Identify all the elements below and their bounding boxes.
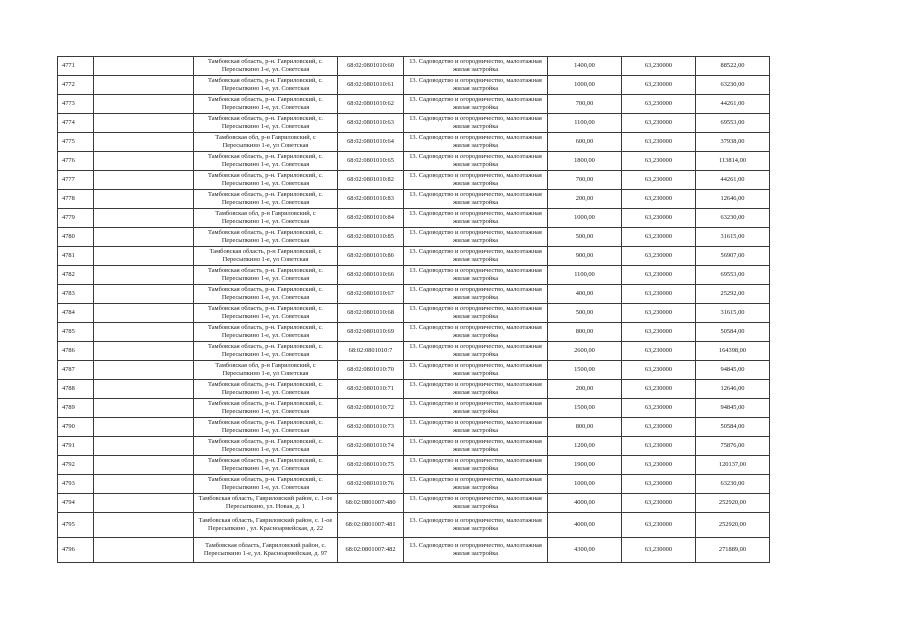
land-use-cell: 13. Садоводство и огородничество, малоэтажная жилая застройка	[404, 266, 548, 285]
address-cell: Тамбовская область, р-н Гавриловский, с Пересыпкино 1-е, ул Советская	[194, 247, 338, 266]
rate-cell: 63,230000	[622, 114, 696, 133]
cadastral-value-cell: 25292,00	[696, 285, 770, 304]
empty-cell	[94, 494, 194, 513]
land-use-cell: 13. Садоводство и огородничество, малоэтажная жилая застройка	[404, 475, 548, 494]
area-cell: 800,00	[548, 323, 622, 342]
land-use-cell: 13. Садоводство и огородничество, малоэтажная жилая застройка	[404, 418, 548, 437]
cadastral-value-cell: 50584,00	[696, 323, 770, 342]
rate-cell: 63,230000	[622, 437, 696, 456]
address-cell: Тамбовская область, р-н. Гавриловский, с. Пересыпкино 1-е, ул. Советская	[194, 342, 338, 361]
cadastral-number-cell: 68:02:0801010:74	[338, 437, 404, 456]
cadastral-value-cell: 37938,00	[696, 133, 770, 152]
address-cell: Тамбовская область, р-н. Гавриловский, с. Пересыпкино 1-е, ул. Советская	[194, 114, 338, 133]
row-number-cell: 4782	[58, 266, 94, 285]
empty-cell	[94, 456, 194, 475]
empty-cell	[94, 513, 194, 538]
cadastral-value-cell: 94845,00	[696, 399, 770, 418]
table-row	[58, 285, 770, 304]
rate-cell: 63,230000	[622, 190, 696, 209]
address-cell: Тамбовская область, р-н. Гавриловский, с. Пересыпкино 1-е, ул. Советская	[194, 190, 338, 209]
cadastral-number-cell: 68:02:0801007:482	[338, 538, 404, 563]
row-number-cell: 4788	[58, 380, 94, 399]
cadastral-value-cell: 44261,00	[696, 95, 770, 114]
table-row	[58, 418, 770, 437]
address-cell: Тамбовская область, р-н. Гавриловский, с. Пересыпкино 1-е, ул. Советская	[194, 228, 338, 247]
rate-cell: 63,230000	[622, 456, 696, 475]
land-use-cell: 13. Садоводство и огородничество, малоэтажная жилая застройка	[404, 399, 548, 418]
empty-cell	[94, 266, 194, 285]
row-number-cell: 4791	[58, 437, 94, 456]
address-cell: Тамбовская область, р-н. Гавриловский, с. Пересыпкино 1-е, ул. Советская	[194, 171, 338, 190]
area-cell: 400,00	[548, 285, 622, 304]
table-row	[58, 304, 770, 323]
table-row	[58, 190, 770, 209]
table-row	[58, 456, 770, 475]
row-number-cell: 4771	[58, 57, 94, 76]
land-use-cell: 13. Садоводство и огородничество, малоэтажная жилая застройка	[404, 513, 548, 538]
empty-cell	[94, 171, 194, 190]
empty-cell	[94, 437, 194, 456]
row-number-cell: 4786	[58, 342, 94, 361]
rate-cell: 63,230000	[622, 95, 696, 114]
land-use-cell: 13. Садоводство и огородничество, малоэтажная жилая застройка	[404, 342, 548, 361]
area-cell: 1800,00	[548, 152, 622, 171]
empty-cell	[94, 95, 194, 114]
table-row	[58, 475, 770, 494]
area-cell: 200,00	[548, 190, 622, 209]
rate-cell: 63,230000	[622, 209, 696, 228]
cadastral-number-cell: 68:02:0801010:70	[338, 361, 404, 380]
rate-cell: 63,230000	[622, 57, 696, 76]
area-cell: 4300,00	[548, 538, 622, 563]
table-row	[58, 171, 770, 190]
empty-cell	[94, 418, 194, 437]
address-cell: Тамбовская область, р-н. Гавриловский, с. Пересыпкино 1-е, ул. Советская	[194, 399, 338, 418]
row-number-cell: 4785	[58, 323, 94, 342]
area-cell: 500,00	[548, 228, 622, 247]
row-number-cell: 4775	[58, 133, 94, 152]
area-cell: 1100,00	[548, 266, 622, 285]
rate-cell: 63,230000	[622, 266, 696, 285]
table-row	[58, 437, 770, 456]
address-cell: Тамбовская обл, р-н Гавриловский, с Пересыпкино 1-е, ул Советская	[194, 133, 338, 152]
land-use-cell: 13. Садоводство и огородничество, малоэтажная жилая застройка	[404, 95, 548, 114]
empty-cell	[94, 285, 194, 304]
empty-cell	[94, 323, 194, 342]
table-row	[58, 247, 770, 266]
cadastral-number-cell: 68:02:0801010:69	[338, 323, 404, 342]
rate-cell: 63,230000	[622, 494, 696, 513]
rate-cell: 63,230000	[622, 247, 696, 266]
row-number-cell: 4789	[58, 399, 94, 418]
cadastral-number-cell: 68:02:0801010:83	[338, 190, 404, 209]
row-number-cell: 4777	[58, 171, 94, 190]
rate-cell: 63,230000	[622, 171, 696, 190]
table-row	[58, 513, 770, 538]
cadastral-value-cell: 56907,00	[696, 247, 770, 266]
cadastral-number-cell: 68:02:0801010:63	[338, 114, 404, 133]
cadastral-number-cell: 68:02:0801010:65	[338, 152, 404, 171]
row-number-cell: 4781	[58, 247, 94, 266]
cadastral-number-cell: 68:02:0801010:67	[338, 285, 404, 304]
rate-cell: 63,230000	[622, 538, 696, 563]
area-cell: 4000,00	[548, 513, 622, 538]
row-number-cell: 4787	[58, 361, 94, 380]
area-cell: 1000,00	[548, 76, 622, 95]
table-row	[58, 76, 770, 95]
address-cell: Тамбовская область, р-н. Гавриловский, с. Пересыпкино 1-е, ул. Советская	[194, 95, 338, 114]
land-use-cell: 13. Садоводство и огородничество, малоэтажная жилая застройка	[404, 538, 548, 563]
table-row	[58, 228, 770, 247]
rate-cell: 63,230000	[622, 323, 696, 342]
empty-cell	[94, 304, 194, 323]
land-use-cell: 13. Садоводство и огородничество, малоэтажная жилая застройка	[404, 57, 548, 76]
cadastral-value-cell: 69553,00	[696, 266, 770, 285]
area-cell: 1900,00	[548, 456, 622, 475]
land-use-cell: 13. Садоводство и огородничество, малоэтажная жилая застройка	[404, 114, 548, 133]
row-number-cell: 4793	[58, 475, 94, 494]
document-page	[57, 56, 769, 563]
cadastral-value-cell: 252920,00	[696, 494, 770, 513]
area-cell: 1400,00	[548, 57, 622, 76]
row-number-cell: 4779	[58, 209, 94, 228]
land-use-cell: 13. Садоводство и огородничество, малоэтажная жилая застройка	[404, 285, 548, 304]
rate-cell: 63,230000	[622, 342, 696, 361]
address-cell: Тамбовская область, Гавриловский район, с. 1-ое Пересыпкино, ул. Новая, д. 1	[194, 494, 338, 513]
row-number-cell: 4776	[58, 152, 94, 171]
area-cell: 500,00	[548, 304, 622, 323]
land-use-cell: 13. Садоводство и огородничество, малоэтажная жилая застройка	[404, 190, 548, 209]
rate-cell: 63,230000	[622, 475, 696, 494]
land-use-cell: 13. Садоводство и огородничество, малоэтажная жилая застройка	[404, 228, 548, 247]
area-cell: 1500,00	[548, 361, 622, 380]
cadastral-number-cell: 68:02:0801007:481	[338, 513, 404, 538]
area-cell: 700,00	[548, 95, 622, 114]
area-cell: 4000,00	[548, 494, 622, 513]
rate-cell: 63,230000	[622, 152, 696, 171]
row-number-cell: 4778	[58, 190, 94, 209]
land-use-cell: 13. Садоводство и огородничество, малоэтажная жилая застройка	[404, 494, 548, 513]
address-cell: Тамбовская область, р-н. Гавриловский, с. Пересыпкино 1-е, ул. Советская	[194, 323, 338, 342]
area-cell: 200,00	[548, 380, 622, 399]
table-row	[58, 323, 770, 342]
empty-cell	[94, 247, 194, 266]
row-number-cell: 4773	[58, 95, 94, 114]
cadastral-number-cell: 68:02:0801010:76	[338, 475, 404, 494]
empty-cell	[94, 538, 194, 563]
cadastral-number-cell: 68:02:0801010:64	[338, 133, 404, 152]
land-use-cell: 13. Садоводство и огородничество, малоэтажная жилая застройка	[404, 133, 548, 152]
cadastral-number-cell: 68:02:0801010:61	[338, 76, 404, 95]
cadastral-value-cell: 63230,00	[696, 209, 770, 228]
table-row	[58, 361, 770, 380]
empty-cell	[94, 399, 194, 418]
cadastral-value-cell: 88522,00	[696, 57, 770, 76]
land-use-cell: 13. Садоводство и огородничество, малоэтажная жилая застройка	[404, 247, 548, 266]
empty-cell	[94, 475, 194, 494]
rate-cell: 63,230000	[622, 361, 696, 380]
cadastral-number-cell: 68:02:0801010:84	[338, 209, 404, 228]
cadastral-value-cell: 69553,00	[696, 114, 770, 133]
empty-cell	[94, 114, 194, 133]
area-cell: 900,00	[548, 247, 622, 266]
address-cell: Тамбовская область, Гавриловский район, с. 1-ое Пересыпкино , ул. Красноармейская, д. 22	[194, 513, 338, 538]
table-row	[58, 209, 770, 228]
cadastral-value-cell: 94845,00	[696, 361, 770, 380]
cadastral-value-cell: 252920,00	[696, 513, 770, 538]
cadastral-value-cell: 75876,00	[696, 437, 770, 456]
area-cell: 1500,00	[548, 399, 622, 418]
rate-cell: 63,230000	[622, 304, 696, 323]
land-use-cell: 13. Садоводство и огородничество, малоэтажная жилая застройка	[404, 456, 548, 475]
table-row	[58, 114, 770, 133]
rate-cell: 63,230000	[622, 380, 696, 399]
land-use-cell: 13. Садоводство и огородничество, малоэтажная жилая застройка	[404, 209, 548, 228]
cadastral-number-cell: 68:02:0801007:480	[338, 494, 404, 513]
row-number-cell: 4784	[58, 304, 94, 323]
table-row	[58, 95, 770, 114]
land-use-cell: 13. Садоводство и огородничество, малоэтажная жилая застройка	[404, 380, 548, 399]
row-number-cell: 4780	[58, 228, 94, 247]
empty-cell	[94, 361, 194, 380]
cadastral-value-cell: 113814,00	[696, 152, 770, 171]
row-number-cell: 4794	[58, 494, 94, 513]
land-use-cell: 13. Садоводство и огородничество, малоэтажная жилая застройка	[404, 76, 548, 95]
area-cell: 1100,00	[548, 114, 622, 133]
cadastral-number-cell: 68:02:0801010:71	[338, 380, 404, 399]
cadastral-number-cell: 68:02:0801010:85	[338, 228, 404, 247]
address-cell: Тамбовская область, Гавриловский район, с. Пересыпкино 1-е, ул. Красноармейская, д. 97	[194, 538, 338, 563]
rate-cell: 63,230000	[622, 133, 696, 152]
table-row	[58, 538, 770, 563]
cadastral-value-cell: 44261,00	[696, 171, 770, 190]
rate-cell: 63,230000	[622, 228, 696, 247]
empty-cell	[94, 228, 194, 247]
area-cell: 800,00	[548, 418, 622, 437]
rate-cell: 63,230000	[622, 418, 696, 437]
row-number-cell: 4795	[58, 513, 94, 538]
address-cell: Тамбовская область, р-н. Гавриловский, с. Пересыпкино 1-е, ул. Советская	[194, 266, 338, 285]
row-number-cell: 4790	[58, 418, 94, 437]
area-cell: 600,00	[548, 133, 622, 152]
cadastral-value-cell: 31615,00	[696, 304, 770, 323]
cadastral-number-cell: 68:02:0801010:7	[338, 342, 404, 361]
address-cell: Тамбовская область, р-н. Гавриловский, с. Пересыпкино 1-е, ул. Советская	[194, 475, 338, 494]
address-cell: Тамбовская область, р-н. Гавриловский, с. Пересыпкино 1-е, ул. Советская	[194, 456, 338, 475]
cadastral-number-cell: 68:02:0801010:72	[338, 399, 404, 418]
empty-cell	[94, 209, 194, 228]
cadastral-value-cell: 31615,00	[696, 228, 770, 247]
empty-cell	[94, 76, 194, 95]
table-row	[58, 399, 770, 418]
cadastral-number-cell: 68:02:0801010:73	[338, 418, 404, 437]
land-parcels-table	[57, 56, 770, 563]
cadastral-value-cell: 120137,00	[696, 456, 770, 475]
address-cell: Тамбовская область, р-н. Гавриловский, с. Пересыпкино 1-е, ул. Советская	[194, 437, 338, 456]
table-row	[58, 494, 770, 513]
land-use-cell: 13. Садоводство и огородничество, малоэтажная жилая застройка	[404, 304, 548, 323]
table-row	[58, 380, 770, 399]
area-cell: 1000,00	[548, 209, 622, 228]
empty-cell	[94, 152, 194, 171]
row-number-cell: 4774	[58, 114, 94, 133]
table-body	[58, 57, 770, 563]
land-use-cell: 13. Садоводство и огородничество, малоэтажная жилая застройка	[404, 323, 548, 342]
cadastral-number-cell: 68:02:0801010:86	[338, 247, 404, 266]
row-number-cell: 4772	[58, 76, 94, 95]
cadastral-value-cell: 12646,00	[696, 190, 770, 209]
land-use-cell: 13. Садоводство и огородничество, малоэтажная жилая застройка	[404, 171, 548, 190]
cadastral-value-cell: 271889,00	[696, 538, 770, 563]
area-cell: 1200,00	[548, 437, 622, 456]
land-use-cell: 13. Садоводство и огородничество, малоэтажная жилая застройка	[404, 152, 548, 171]
table-row	[58, 342, 770, 361]
address-cell: Тамбовская обл, р-н Гавриловский, с Пересыпкино 1-е, ул. Советская	[194, 209, 338, 228]
address-cell: Тамбовская область, р-н. Гавриловский, с. Пересыпкино 1-е, ул. Советская	[194, 285, 338, 304]
land-use-cell: 13. Садоводство и огородничество, малоэтажная жилая застройка	[404, 437, 548, 456]
area-cell: 2600,00	[548, 342, 622, 361]
table-row	[58, 133, 770, 152]
cadastral-value-cell: 63230,00	[696, 76, 770, 95]
rate-cell: 63,230000	[622, 399, 696, 418]
cadastral-number-cell: 68:02:0801010:66	[338, 266, 404, 285]
table-row	[58, 266, 770, 285]
table-row	[58, 152, 770, 171]
rate-cell: 63,230000	[622, 76, 696, 95]
row-number-cell: 4796	[58, 538, 94, 563]
land-use-cell: 13. Садоводство и огородничество, малоэтажная жилая застройка	[404, 361, 548, 380]
cadastral-value-cell: 63230,00	[696, 475, 770, 494]
cadastral-value-cell: 164398,00	[696, 342, 770, 361]
address-cell: Тамбовская область, р-н. Гавриловский, с. Пересыпкино 1-е, ул. Советская	[194, 380, 338, 399]
cadastral-number-cell: 68:02:0801010:82	[338, 171, 404, 190]
rate-cell: 63,230000	[622, 513, 696, 538]
address-cell: Тамбовская область, р-н. Гавриловский, с. Пересыпкино 1-е, ул. Советская	[194, 418, 338, 437]
empty-cell	[94, 190, 194, 209]
area-cell: 1000,00	[548, 475, 622, 494]
address-cell: Тамбовская область, р-н. Гавриловский, с. Пересыпкино 1-е, ул. Советская	[194, 152, 338, 171]
address-cell: Тамбовская обл, р-н Гавриловский, с Пересыпкино 1-е, ул Советская	[194, 361, 338, 380]
cadastral-value-cell: 12646,00	[696, 380, 770, 399]
rate-cell: 63,230000	[622, 285, 696, 304]
cadastral-number-cell: 68:02:0801010:60	[338, 57, 404, 76]
cadastral-number-cell: 68:02:0801010:62	[338, 95, 404, 114]
address-cell: Тамбовская область, р-н. Гавриловский, с. Пересыпкино 1-е, ул. Советская	[194, 76, 338, 95]
row-number-cell: 4783	[58, 285, 94, 304]
empty-cell	[94, 380, 194, 399]
row-number-cell: 4792	[58, 456, 94, 475]
empty-cell	[94, 342, 194, 361]
table-row	[58, 57, 770, 76]
cadastral-number-cell: 68:02:0801010:68	[338, 304, 404, 323]
address-cell: Тамбовская область, р-н. Гавриловский, с. Пересыпкино 1-е, ул. Советская	[194, 57, 338, 76]
empty-cell	[94, 57, 194, 76]
cadastral-number-cell: 68:02:0801010:75	[338, 456, 404, 475]
empty-cell	[94, 133, 194, 152]
area-cell: 700,00	[548, 171, 622, 190]
cadastral-value-cell: 50584,00	[696, 418, 770, 437]
address-cell: Тамбовская область, р-н. Гавриловский, с. Пересыпкино 1-е, ул. Советская	[194, 304, 338, 323]
